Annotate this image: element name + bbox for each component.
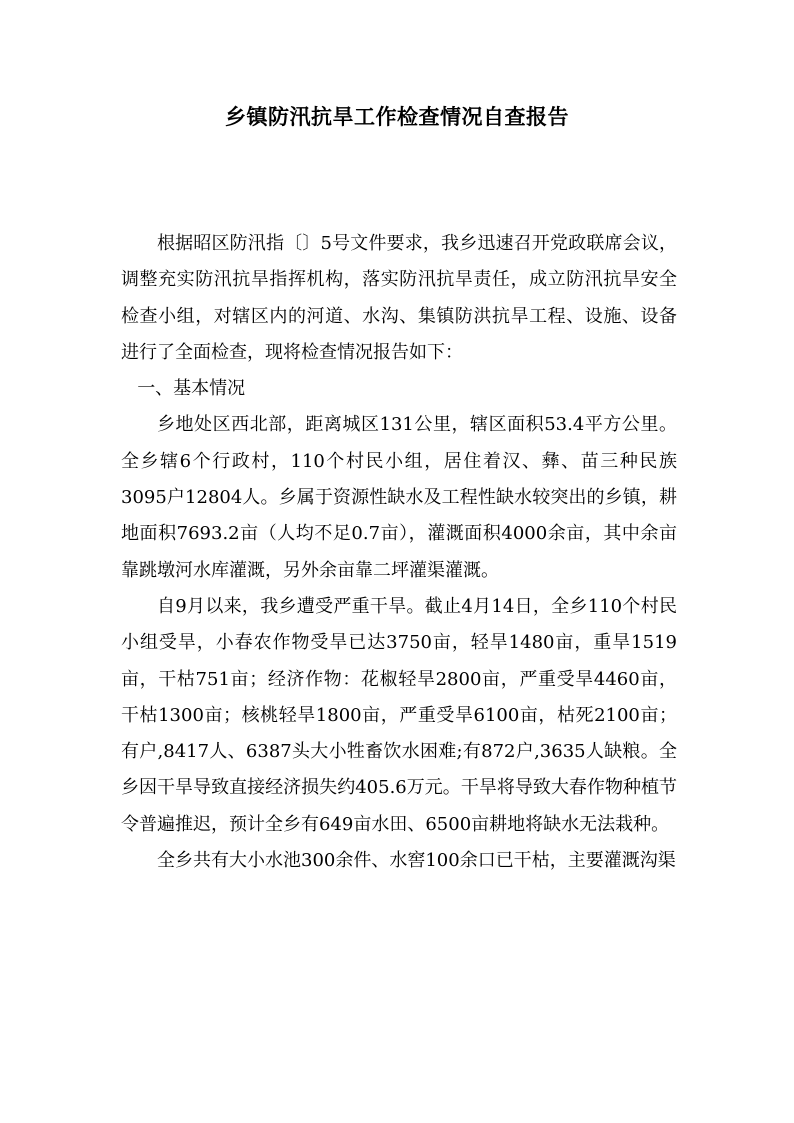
document-title: 乡镇防汛抗旱工作检查情况自查报告 [225,104,569,129]
section-heading-basic-situation: 一、基本情况 [137,378,246,400]
intro-paragraph: 根据昭区防汛指〔〕5号文件要求，我乡迅速召开党政联席会议，调整充实防汛抗旱指挥机构，落实防汛抗旱责任，成立防汛抗旱安全检查小组，对辖区内的河道、水沟、集镇防洪抗旱工程、设施、设备进行了全面检查，现将检查情况报告如下： [121,233,677,363]
basic-situation-paragraph: 乡地处区西北部，距离城区131公里，辖区面积53.4平方公里。全乡辖6个行政村，110个村民小组，居住着汉、彝、苗三种民族3095户12804人。乡属于资源性缺水及工程性缺水较突出的乡镇，耕地面积7693.2亩（人均不足0.7亩），灌溉面积4000余亩，其中余亩靠跳墩河水库灌溉，另外余亩靠二坪灌渠灌溉。 [121,414,677,581]
drought-impact-paragraph: 自9月以来，我乡遭受严重干旱。截止4月14日，全乡110个村民小组受旱，小春农作物受旱已达3750亩，轻旱1480亩，重旱1519亩，干枯751亩；经济作物：花椒轻旱2800亩，严重受旱4460亩，干枯1300亩；核桃轻旱1800亩，严重受旱6100亩，枯死2100亩；有户,8417人、6387头大小牲畜饮水困难;有872户,3635人缺粮。全乡因干旱导致直接经济损失约405.6万元。干旱将导致大春作物种植节令普遍推迟，预计全乡有649亩水田、6500亩耕地将缺水无法栽种。 [121,595,677,835]
water-facilities-paragraph: 全乡共有大小水池300余件、水窖100余口已干枯，主要灌溉沟渠 [157,850,676,872]
document-body [121,226,677,879]
